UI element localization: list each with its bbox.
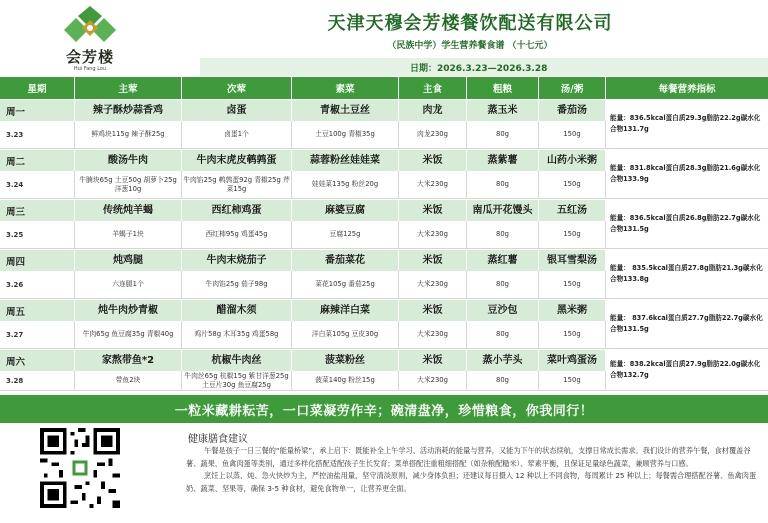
dish-staple: 肉龙 xyxy=(399,100,467,121)
ingredients-vegetable: 娃娃菜135g 粉丝20g xyxy=(292,171,399,199)
dish-vegetable: 蒜蓉粉丝娃娃菜 xyxy=(292,150,399,171)
date-label: 3.24 xyxy=(0,171,75,199)
date-label: 3.26 xyxy=(0,271,75,299)
brand-logo-sub: Hui Fang Lou xyxy=(73,66,107,72)
dish-soup: 菜叶鸡蛋汤 xyxy=(539,350,606,371)
ingredients-side-meat: 牛肉馅25g 鹌鹑蛋92g 青椒25g 芹菜15g xyxy=(182,171,292,199)
ingredients-main-meat: 六连腿1个 xyxy=(75,271,182,299)
dish-main-meat: 炖鸡腿 xyxy=(75,250,182,271)
dish-side-meat: 牛肉末烧茄子 xyxy=(182,250,292,271)
ingredients-main-meat: 带鱼2块 xyxy=(75,371,182,391)
ingredients-coarse-grain: 80g xyxy=(467,271,539,299)
nutrition-info: 能量： 837.6kcal蛋白质27.7g脂肪22.7g碳水化合物131.5g xyxy=(606,300,768,349)
day-label: 周一 xyxy=(0,100,75,121)
dish-vegetable: 菠菜粉丝 xyxy=(292,350,399,371)
dish-vegetable: 番茄菜花 xyxy=(292,250,399,271)
dish-coarse-grain: 豆沙包 xyxy=(467,300,539,321)
menu-table xyxy=(0,77,768,392)
ingredients-side-meat: 牛肉丝65g 杭椒15g 紫甘洋葱25g 土豆片30g 鱼豆腐25g xyxy=(182,371,292,391)
ingredients-soup: 150g xyxy=(539,271,606,299)
ingredients-coarse-grain: 80g xyxy=(467,371,539,391)
column-header-soup: 汤/粥 xyxy=(539,77,606,99)
ingredients-side-meat: 牛肉馅25g 茄子98g xyxy=(182,271,292,299)
qr-code-icon[interactable] xyxy=(40,428,120,508)
ingredients-soup: 150g xyxy=(539,221,606,249)
column-header-side-meat: 次荤 xyxy=(182,77,292,99)
dish-soup: 山药小米粥 xyxy=(539,150,606,171)
column-header-day: 星期 xyxy=(0,77,75,99)
ingredients-vegetable: 菠菜140g 粉丝15g xyxy=(292,371,399,391)
dish-main-meat: 酸汤牛肉 xyxy=(75,150,182,171)
ingredients-soup: 150g xyxy=(539,371,606,391)
ingredients-main-meat: 鲜鸡块115g 辣子酥25g xyxy=(75,121,182,149)
advice-title: 健康膳食建议 xyxy=(188,434,248,445)
dish-side-meat: 卤蛋 xyxy=(182,100,292,121)
date-label: 3.23 xyxy=(0,121,75,149)
nutrition-info: 能量：838.2kcal蛋白质27.9g脂肪22.0g碳水化合物132.7g xyxy=(606,350,768,391)
nutrition-info: 能量： 835.5kcal蛋白质27.8g脂肪21.3g碳水化合物133.8g xyxy=(606,250,768,299)
ingredients-side-meat: 西红柿95g 鸡蛋45g xyxy=(182,221,292,249)
dish-side-meat: 杭椒牛肉丝 xyxy=(182,350,292,371)
dish-main-meat: 辣子酥炒蒜香鸡 xyxy=(75,100,182,121)
ingredients-main-meat: 牛肉65g 鱼豆腐35g 青椒40g xyxy=(75,321,182,349)
dish-staple: 米饭 xyxy=(399,200,467,221)
ingredients-vegetable: 菜花105g 番茄25g xyxy=(292,271,399,299)
date-label: 3.25 xyxy=(0,221,75,249)
day-label: 周三 xyxy=(0,200,75,221)
day-label: 周二 xyxy=(0,150,75,171)
dish-vegetable: 麻辣洋白菜 xyxy=(292,300,399,321)
dish-staple: 米饭 xyxy=(399,300,467,321)
ingredients-coarse-grain: 80g xyxy=(467,121,539,149)
column-header-coarse-grain: 粗粮 xyxy=(467,77,539,99)
company-title: 天津天穆会芳楼餐饮配送有限公司 xyxy=(327,13,613,34)
column-header-nutrition: 每餐营养指标 xyxy=(606,77,768,99)
ingredients-coarse-grain: 80g xyxy=(467,321,539,349)
column-header-main-meat: 主荤 xyxy=(75,77,182,99)
dish-side-meat: 西红柿鸡蛋 xyxy=(182,200,292,221)
date-label: 3.27 xyxy=(0,321,75,349)
dish-soup: 银耳雪梨汤 xyxy=(539,250,606,271)
dish-staple: 米饭 xyxy=(399,150,467,171)
ingredients-staple: 大米230g xyxy=(399,171,467,199)
ingredients-soup: 150g xyxy=(539,321,606,349)
menu-subtitle: （民族中学）学生营养餐食谱 （十七元） xyxy=(387,41,553,51)
dish-main-meat: 炖牛肉炒青椒 xyxy=(75,300,182,321)
ingredients-staple: 肉龙230g xyxy=(399,121,467,149)
ingredients-main-meat: 牛腩块65g 土豆50g 胡萝卜25g 洋葱10g xyxy=(75,171,182,199)
dish-coarse-grain: 蒸玉米 xyxy=(467,100,539,121)
dish-soup: 黑米粥 xyxy=(539,300,606,321)
dish-main-meat: 传统炖羊蝎 xyxy=(75,200,182,221)
dish-main-meat: 家熬带鱼*2 xyxy=(75,350,182,371)
ingredients-main-meat: 羊蝎子1块 xyxy=(75,221,182,249)
ingredients-vegetable: 土豆100g 青椒35g xyxy=(292,121,399,149)
dish-soup: 番茄汤 xyxy=(539,100,606,121)
ingredients-staple: 大米230g xyxy=(399,321,467,349)
dish-side-meat: 醋溜木须 xyxy=(182,300,292,321)
dish-soup: 五红汤 xyxy=(539,200,606,221)
column-header-staple: 主食 xyxy=(399,77,467,99)
ingredients-soup: 150g xyxy=(539,171,606,199)
ingredients-vegetable: 洋白菜105g 豆皮30g xyxy=(292,321,399,349)
slogan-banner: 一粒米藏耕耘苦，一口菜凝劳作辛；碗清盘净，珍惜粮食，你我同行！ xyxy=(0,395,768,423)
date-range: 日期：2026.3.23—2026.3.28 xyxy=(410,64,548,74)
dish-coarse-grain: 蒸红薯 xyxy=(467,250,539,271)
ingredients-staple: 大米230g xyxy=(399,221,467,249)
advice-paragraph: 午餐是孩子一日三餐的“能量桥梁”，承上启下：既能补全上午学习、活动消耗的能量与营养，又能为下午的状态续航，支撑日常成长需求。我们设计的营养午餐，食材覆盖谷薯、蔬果、鱼禽肉蛋等类别，通过多样化搭配适配孩子生长发育；菜单搭配注重粗细搭配（如杂粮配糙米）、荤素平衡，且保证足量绿色蔬菜，兼顾营养与口感。 xyxy=(186,446,751,468)
dish-vegetable: 青椒土豆丝 xyxy=(292,100,399,121)
ingredients-staple: 大米230g xyxy=(399,271,467,299)
day-label: 周六 xyxy=(0,350,75,371)
ingredients-vegetable: 豆腐125g xyxy=(292,221,399,249)
nutrition-info: 能量：836.5kcal蛋白质29.3g脂肪22.2g碳水化合物131.7g xyxy=(606,100,768,149)
dish-side-meat: 牛肉末虎皮鹌鹑蛋 xyxy=(182,150,292,171)
nutrition-info: 能量：831.8kcal蛋白质28.3g脂肪21.6g碳水化合物133.9g xyxy=(606,150,768,199)
dish-staple: 米饭 xyxy=(399,250,467,271)
column-header-vegetable: 素菜 xyxy=(292,77,399,99)
dish-coarse-grain: 南瓜开花馒头 xyxy=(467,200,539,221)
ingredients-soup: 150g xyxy=(539,121,606,149)
ingredients-staple: 大米230g xyxy=(399,371,467,391)
dish-coarse-grain: 蒸紫薯 xyxy=(467,150,539,171)
day-label: 周四 xyxy=(0,250,75,271)
day-label: 周五 xyxy=(0,300,75,321)
ingredients-coarse-grain: 80g xyxy=(467,221,539,249)
advice-paragraph: 烹饪上以蒸、炖、急火快炒为主，严控油盐用量，坚守清淡原则，减少身体负担；还建议每日摄入 12 种以上不同食物，每周累计 25 种以上；每餐需合理搭配谷薯、鱼禽肉蛋奶、蔬菜、坚果等，确保 3-5 种食材，避免食物单一，让营养更全面。 xyxy=(186,471,757,493)
advice-text xyxy=(186,445,764,495)
ingredients-coarse-grain: 80g xyxy=(467,171,539,199)
date-label: 3.28 xyxy=(0,371,75,391)
brand-logo-text: 会芳楼 xyxy=(65,48,114,66)
ingredients-side-meat: 鸡片58g 木耳35g 鸡蛋58g xyxy=(182,321,292,349)
dish-staple: 米饭 xyxy=(399,350,467,371)
nutrition-info: 能量：836.5kcal蛋白质26.8g脂肪22.7g碳水化合物131.5g xyxy=(606,200,768,249)
ingredients-side-meat: 卤蛋1个 xyxy=(182,121,292,149)
dish-coarse-grain: 蒸小芋头 xyxy=(467,350,539,371)
dish-vegetable: 麻婆豆腐 xyxy=(292,200,399,221)
